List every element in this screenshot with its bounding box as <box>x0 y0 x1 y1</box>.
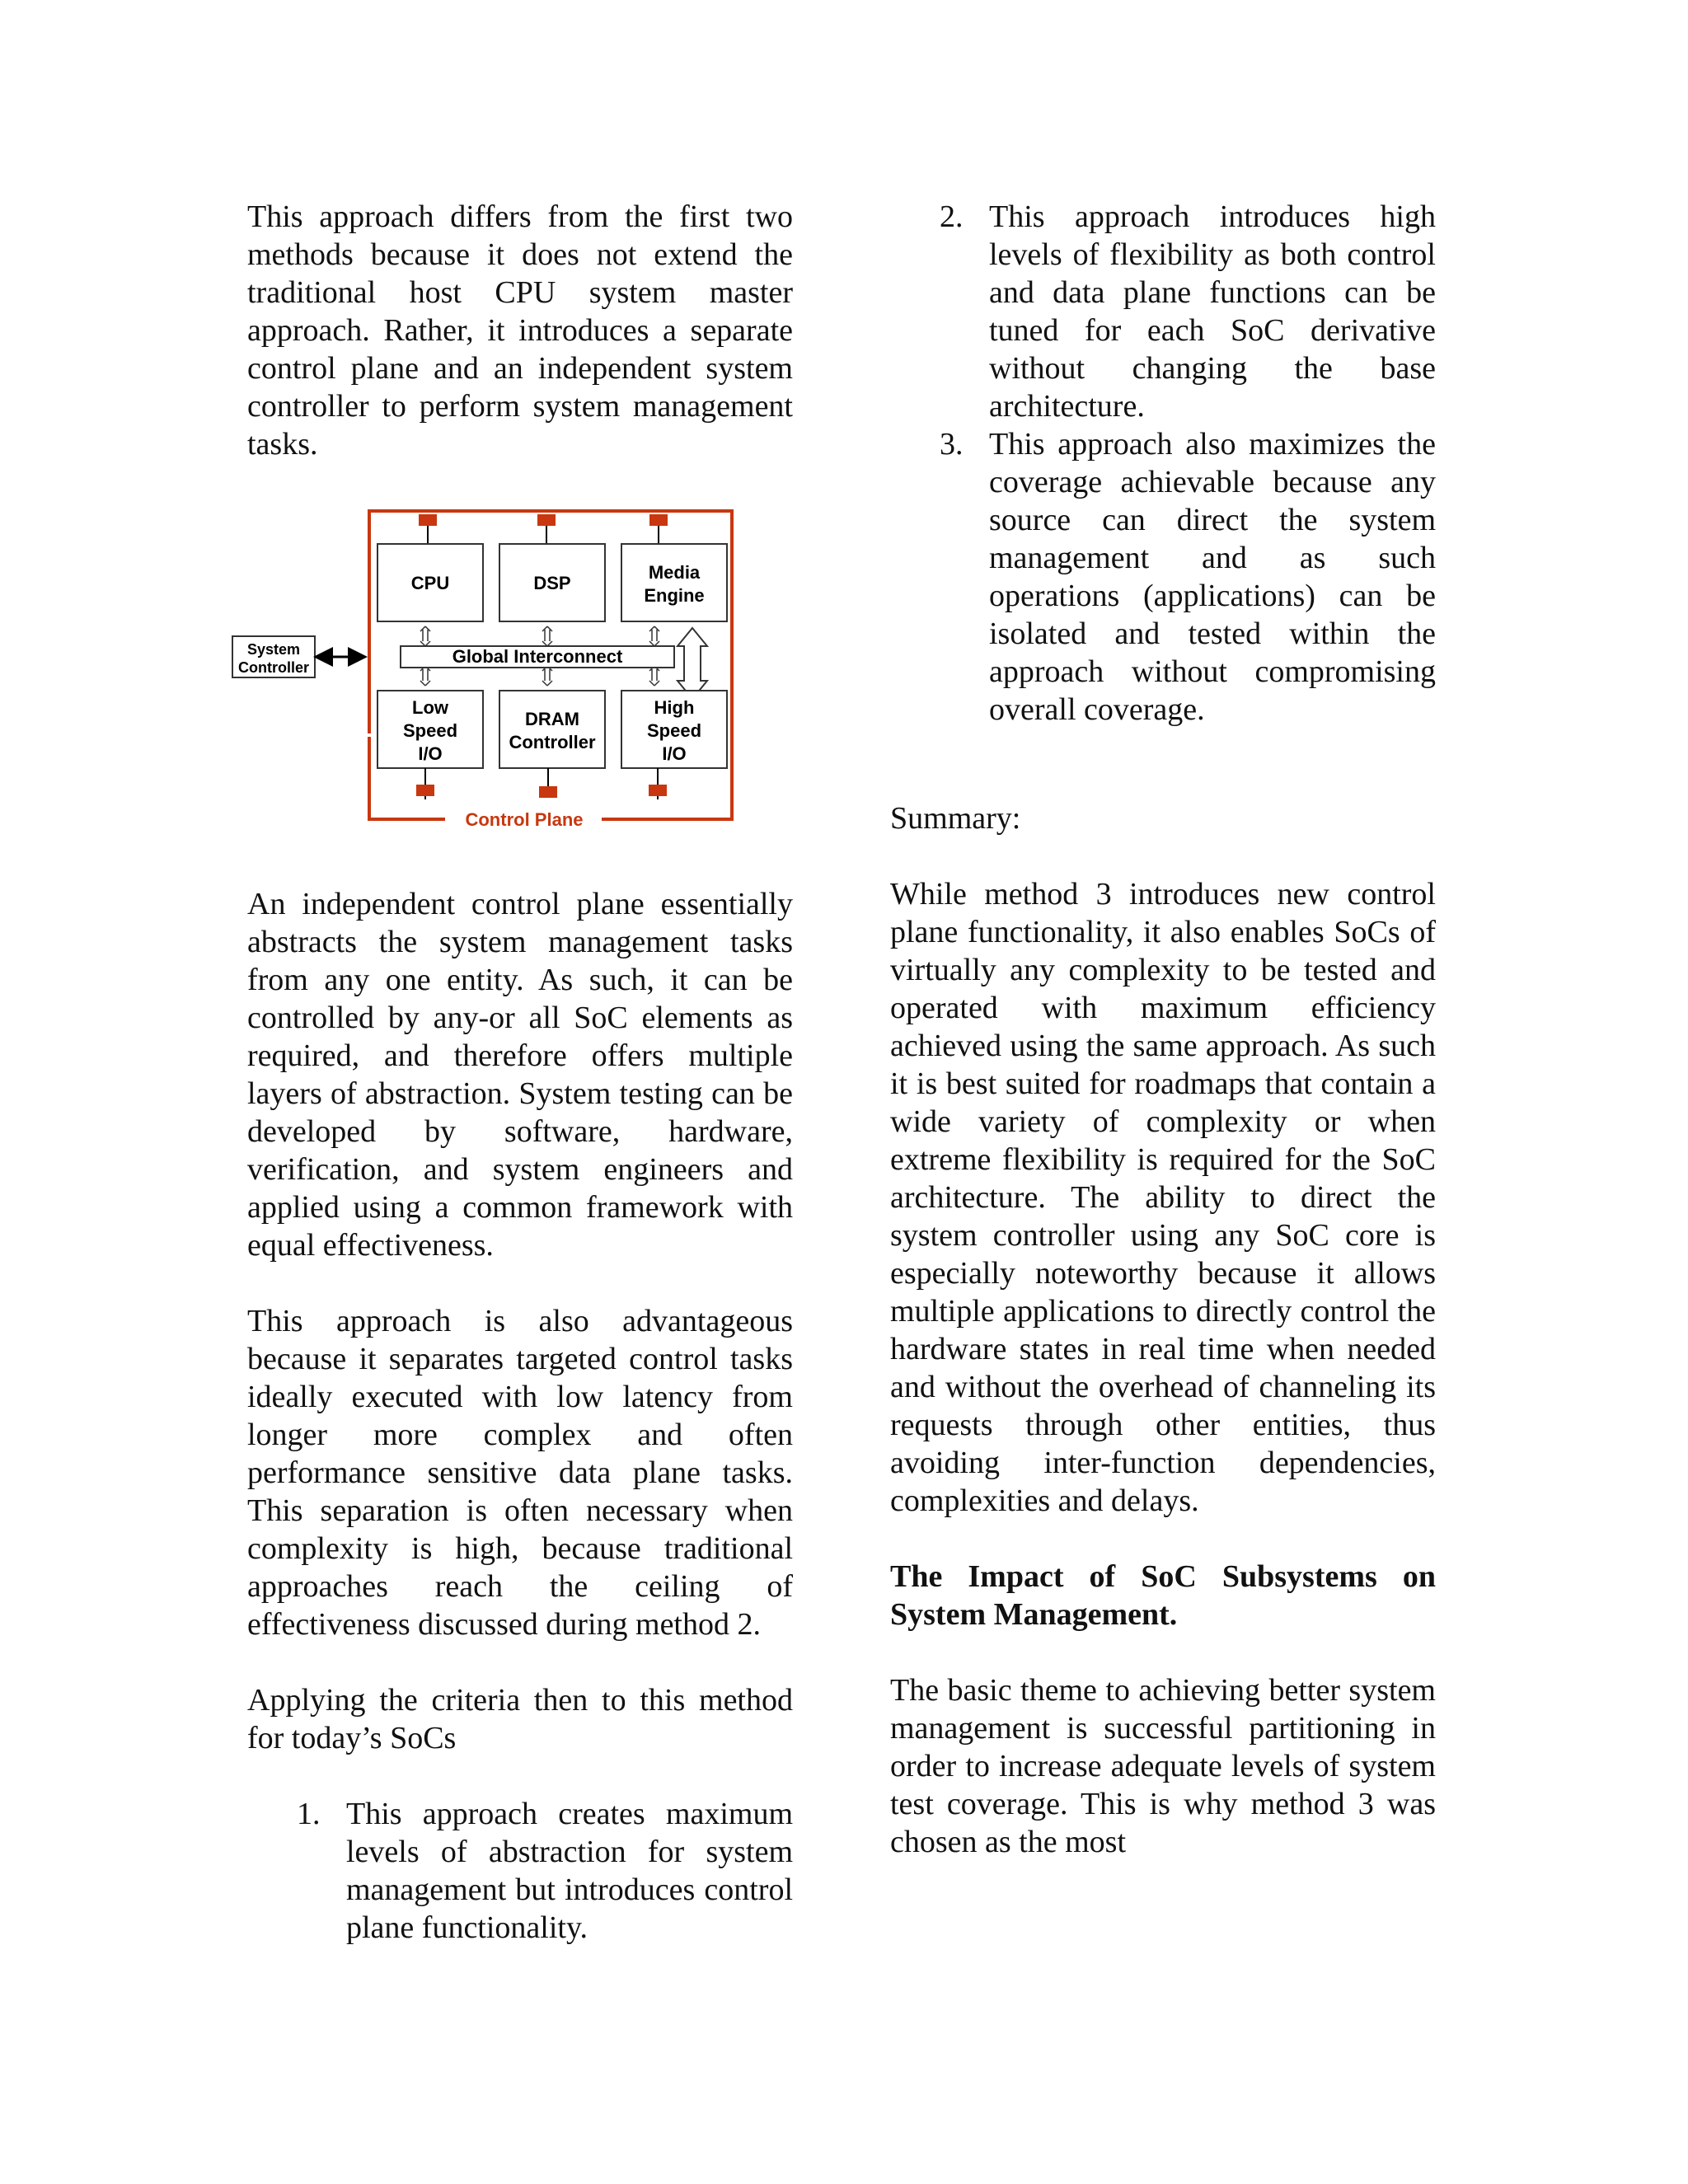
list-item-text: This approach introduces high levels of flexibility as both control and data plane functions can be tuned for each SoC derivative without changing the base architecture. <box>989 199 1436 424</box>
list-item-number: 2. <box>940 199 964 234</box>
paragraph-summary: While method 3 introduces new control plane functionality, it also enables SoCs of virtually any complexity to be tested and operated with maximum efficiency achieved using the same approach. As such it is best suited for roadmaps that contain a wide variety of complexity or when extreme flexibility is required for the SoC architecture. The ability to direct the system controller using any SoC core is especially noteworthy because it allows multiple applications to directly control the hardware states in real time when needed and without the overhead of channeling its requests through other entities, thus avoiding inter-function dependencies, complexities and delays. <box>890 877 1436 1518</box>
paragraph-independent-control-plane: An independent control plane essentially abstracts the system management tasks from any one entity. As such, it can be controlled by any-or all SoC elements as required, and therefore offers multiple layers of abstraction. System testing can be developed by software, hardware, verification, and system engineers and applied using a common framework with equal effectiveness. <box>247 887 793 1263</box>
section-heading: The Impact of SoC Subsystems on System Management. <box>890 1559 1436 1632</box>
connector-top-cpu <box>419 514 437 526</box>
paragraph-intro: This approach differs from the first two methods because it does not extend the traditional host CPU system master approach. Rather, it introduces a separate control plane and an independent system controller to perform system management tasks. <box>247 199 793 462</box>
criteria-list-left <box>247 1795 793 1947</box>
control-plane-label: Control Plane <box>465 809 584 830</box>
list-item <box>890 198 1436 425</box>
summary-label: Summary: <box>890 801 1021 836</box>
connector-bottom-high <box>649 785 667 796</box>
system-controller-line2: Controller <box>237 659 310 676</box>
list-item-text: This approach also maximizes the coverage achievable because any source can direct the system management and as such operations (applications) can be isolated and tested within the approach without compromising overall coverage. <box>989 427 1436 727</box>
criteria-list-right <box>890 198 1436 729</box>
dram-controller-block <box>499 691 605 768</box>
left-column <box>237 198 793 1947</box>
media-engine-block <box>621 544 727 621</box>
dram-label-line1: DRAM <box>525 709 579 729</box>
connector-top-dsp <box>537 514 556 526</box>
paragraph-advantageous: This approach is also advantageous because it separates targeted control tasks ideally executed with low latency from longer more complex and often performance sensitive data plane tasks. This separation is often necessary when complexity is high, because traditional approaches reach the ceiling of effectiveness discussed during method 2. <box>247 1304 793 1642</box>
right-column <box>890 198 1436 1861</box>
dsp-label: DSP <box>533 573 571 593</box>
control-plane-diagram <box>231 490 776 852</box>
paragraph-basic-theme: The basic theme to achieving better system management is successful partitioning in order to increase adequate levels of system test coverage. This is why method 3 was chosen as the most <box>890 1673 1436 1859</box>
dram-label-line2: Controller <box>509 732 596 752</box>
list-item-text: This approach creates maximum levels of abstraction for system management but introduces control plane functionality. <box>346 1797 793 1945</box>
list-item-number: 1. <box>297 1797 321 1831</box>
diagram-svg <box>231 490 776 852</box>
list-item <box>247 1795 793 1947</box>
low-label-line3: I/O <box>418 743 443 764</box>
cpu-label: CPU <box>410 573 450 593</box>
connector-top-media <box>649 514 668 526</box>
media-label-line2: Engine <box>644 585 705 606</box>
paragraph-criteria: Applying the criteria then to this method for today’s SoCs <box>247 1683 793 1755</box>
high-label-line2: Speed <box>646 720 702 741</box>
system-controller-line1: System <box>246 641 301 658</box>
media-io-double-arrow <box>678 628 707 699</box>
high-label-line1: High <box>654 697 695 718</box>
connector-bottom-dram <box>539 786 557 798</box>
connector-bottom-low <box>416 785 434 796</box>
list-item-number: 3. <box>940 427 964 462</box>
low-label-line1: Low <box>412 697 448 718</box>
list-item <box>890 425 1436 729</box>
media-label-line1: Media <box>648 562 701 583</box>
global-interconnect-label: Global Interconnect <box>452 646 623 667</box>
high-label-line3: I/O <box>662 743 687 764</box>
low-label-line2: Speed <box>402 720 458 741</box>
